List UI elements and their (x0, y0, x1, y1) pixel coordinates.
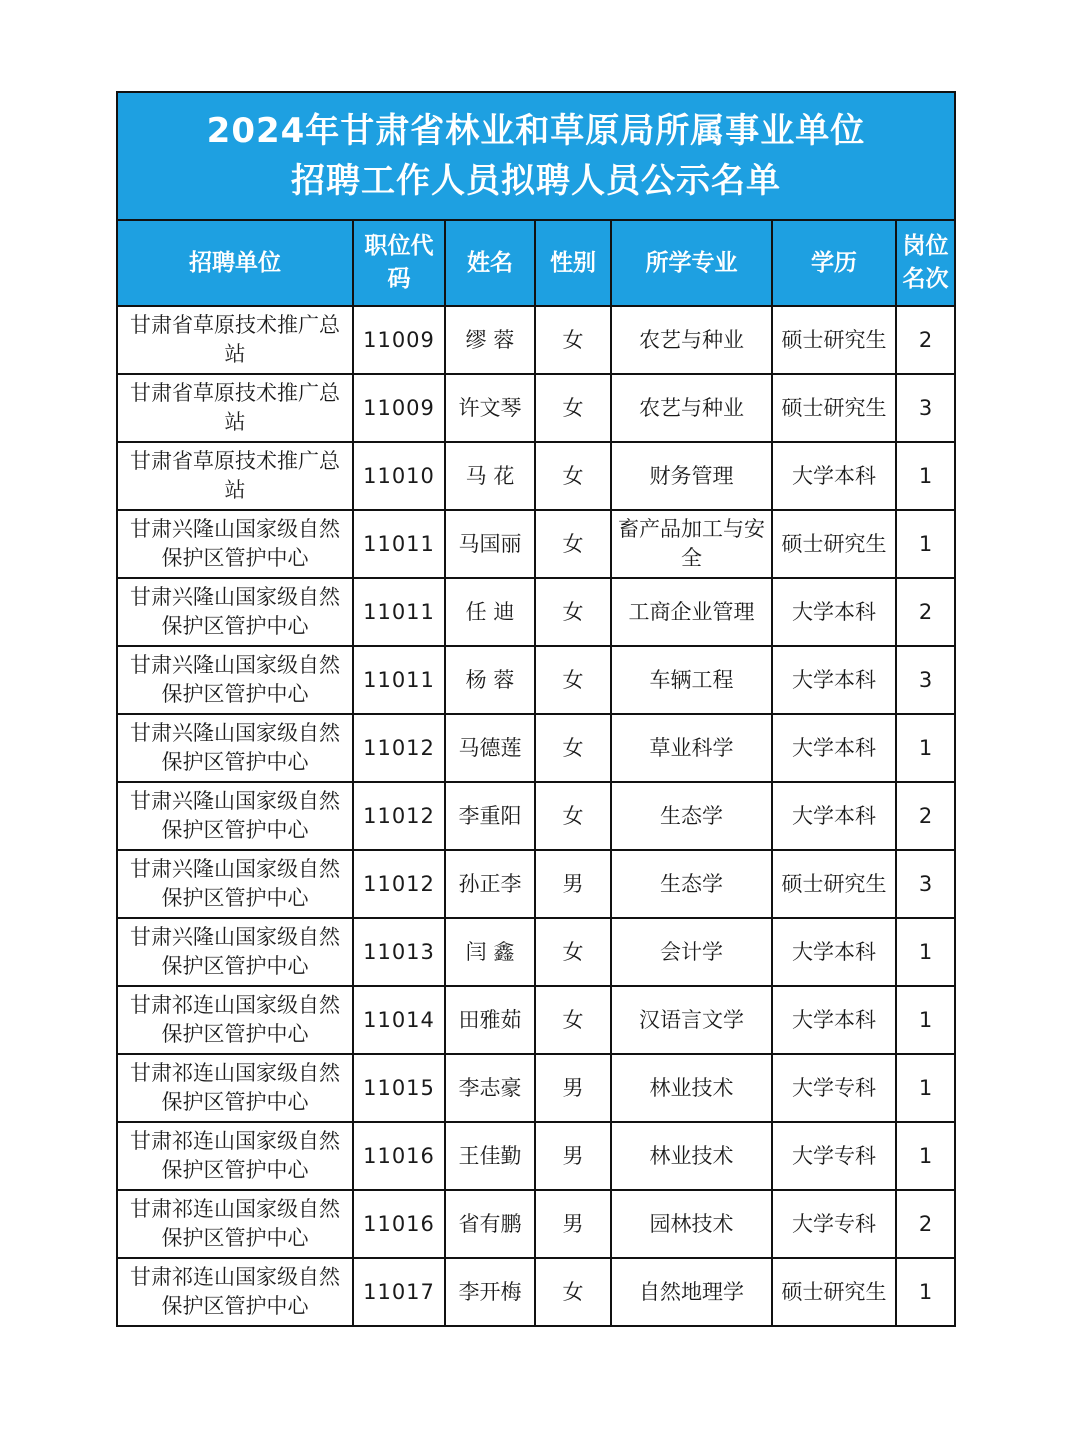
cell-degree: 硕士研究生 (772, 1258, 896, 1325)
cell-rank: 1 (896, 1122, 954, 1190)
header-name: 姓名 (445, 221, 535, 306)
cell-code: 11010 (353, 442, 445, 510)
table-row (118, 646, 954, 714)
cell-rank: 1 (896, 1258, 954, 1325)
cell-name: 王佳勤 (445, 1122, 535, 1190)
cell-gender: 女 (535, 714, 611, 782)
hiring-list-table (118, 221, 954, 1325)
cell-major: 生态学 (611, 782, 772, 850)
cell-degree: 大学本科 (772, 986, 896, 1054)
cell-code: 11014 (353, 986, 445, 1054)
header-major: 所学专业 (611, 221, 772, 306)
cell-major: 财务管理 (611, 442, 772, 510)
cell-name: 马德莲 (445, 714, 535, 782)
cell-degree: 大学专科 (772, 1190, 896, 1258)
cell-gender: 女 (535, 578, 611, 646)
cell-code: 11012 (353, 782, 445, 850)
title-line-2: 招聘工作人员拟聘人员公示名单 (291, 161, 781, 201)
header-row (118, 221, 954, 306)
cell-rank: 3 (896, 850, 954, 918)
cell-name: 马 花 (445, 442, 535, 510)
cell-degree: 大学本科 (772, 442, 896, 510)
table-row (118, 850, 954, 918)
cell-rank: 1 (896, 1054, 954, 1122)
cell-rank: 2 (896, 1190, 954, 1258)
cell-unit: 甘肃祁连山国家级自然保护区管护中心 (118, 1190, 353, 1258)
cell-major: 会计学 (611, 918, 772, 986)
cell-code: 11012 (353, 714, 445, 782)
cell-major: 车辆工程 (611, 646, 772, 714)
cell-code: 11013 (353, 918, 445, 986)
table-row (118, 442, 954, 510)
cell-name: 杨 蓉 (445, 646, 535, 714)
cell-unit: 甘肃兴隆山国家级自然保护区管护中心 (118, 918, 353, 986)
header-unit: 招聘单位 (118, 221, 353, 306)
cell-rank: 1 (896, 510, 954, 578)
cell-rank: 1 (896, 714, 954, 782)
table-row (118, 374, 954, 442)
header-gender: 性别 (535, 221, 611, 306)
table-row (118, 306, 954, 374)
cell-degree: 硕士研究生 (772, 306, 896, 374)
table-row (118, 714, 954, 782)
cell-gender: 女 (535, 442, 611, 510)
cell-name: 李重阳 (445, 782, 535, 850)
table-row (118, 1054, 954, 1122)
cell-unit: 甘肃祁连山国家级自然保护区管护中心 (118, 986, 353, 1054)
table-body (118, 306, 954, 1325)
cell-code: 11009 (353, 374, 445, 442)
cell-major: 林业技术 (611, 1054, 772, 1122)
cell-major: 畜产品加工与安全 (611, 510, 772, 578)
cell-gender: 男 (535, 850, 611, 918)
cell-degree: 大学本科 (772, 578, 896, 646)
cell-major: 自然地理学 (611, 1258, 772, 1325)
table-row (118, 510, 954, 578)
cell-gender: 男 (535, 1122, 611, 1190)
cell-gender: 女 (535, 918, 611, 986)
cell-code: 11011 (353, 646, 445, 714)
cell-name: 缪 蓉 (445, 306, 535, 374)
cell-rank: 2 (896, 782, 954, 850)
table-row (118, 1258, 954, 1325)
cell-major: 汉语言文学 (611, 986, 772, 1054)
cell-name: 马国丽 (445, 510, 535, 578)
cell-major: 农艺与种业 (611, 306, 772, 374)
cell-gender: 女 (535, 1258, 611, 1325)
cell-degree: 大学本科 (772, 646, 896, 714)
cell-unit: 甘肃兴隆山国家级自然保护区管护中心 (118, 782, 353, 850)
cell-unit: 甘肃祁连山国家级自然保护区管护中心 (118, 1258, 353, 1325)
cell-code: 11016 (353, 1122, 445, 1190)
cell-major: 生态学 (611, 850, 772, 918)
cell-gender: 女 (535, 646, 611, 714)
cell-major: 农艺与种业 (611, 374, 772, 442)
cell-unit: 甘肃兴隆山国家级自然保护区管护中心 (118, 646, 353, 714)
cell-gender: 男 (535, 1190, 611, 1258)
table-row (118, 578, 954, 646)
table-row (118, 1122, 954, 1190)
cell-name: 孙正李 (445, 850, 535, 918)
cell-degree: 大学本科 (772, 918, 896, 986)
cell-gender: 女 (535, 510, 611, 578)
cell-name: 田雅茹 (445, 986, 535, 1054)
cell-gender: 男 (535, 1054, 611, 1122)
cell-degree: 大学专科 (772, 1122, 896, 1190)
cell-name: 闫 鑫 (445, 918, 535, 986)
cell-degree: 大学专科 (772, 1054, 896, 1122)
cell-unit: 甘肃祁连山国家级自然保护区管护中心 (118, 1122, 353, 1190)
cell-degree: 硕士研究生 (772, 374, 896, 442)
cell-unit: 甘肃兴隆山国家级自然保护区管护中心 (118, 850, 353, 918)
cell-name: 省有鹏 (445, 1190, 535, 1258)
cell-gender: 女 (535, 306, 611, 374)
cell-code: 11017 (353, 1258, 445, 1325)
cell-code: 11011 (353, 578, 445, 646)
cell-gender: 女 (535, 986, 611, 1054)
announcement-table-container (116, 91, 956, 1327)
table-row (118, 918, 954, 986)
cell-name: 任 迪 (445, 578, 535, 646)
cell-major: 林业技术 (611, 1122, 772, 1190)
cell-gender: 女 (535, 374, 611, 442)
cell-unit: 甘肃兴隆山国家级自然保护区管护中心 (118, 510, 353, 578)
cell-name: 许文琴 (445, 374, 535, 442)
cell-rank: 1 (896, 986, 954, 1054)
header-code: 职位代码 (353, 221, 445, 306)
cell-unit: 甘肃兴隆山国家级自然保护区管护中心 (118, 714, 353, 782)
cell-major: 草业科学 (611, 714, 772, 782)
title-line-1: 2024年甘肃省林业和草原局所属事业单位 (206, 111, 866, 151)
cell-degree: 硕士研究生 (772, 510, 896, 578)
cell-degree: 大学本科 (772, 782, 896, 850)
cell-gender: 女 (535, 782, 611, 850)
cell-major: 工商企业管理 (611, 578, 772, 646)
cell-degree: 硕士研究生 (772, 850, 896, 918)
cell-rank: 3 (896, 374, 954, 442)
cell-rank: 3 (896, 646, 954, 714)
cell-code: 11015 (353, 1054, 445, 1122)
table-row (118, 1190, 954, 1258)
header-rank: 岗位名次 (896, 221, 954, 306)
cell-degree: 大学本科 (772, 714, 896, 782)
cell-unit: 甘肃兴隆山国家级自然保护区管护中心 (118, 578, 353, 646)
cell-rank: 2 (896, 306, 954, 374)
cell-name: 李志豪 (445, 1054, 535, 1122)
cell-rank: 2 (896, 578, 954, 646)
cell-unit: 甘肃祁连山国家级自然保护区管护中心 (118, 1054, 353, 1122)
cell-name: 李开梅 (445, 1258, 535, 1325)
cell-code: 11012 (353, 850, 445, 918)
cell-major: 园林技术 (611, 1190, 772, 1258)
header-degree: 学历 (772, 221, 896, 306)
cell-code: 11011 (353, 510, 445, 578)
cell-code: 11016 (353, 1190, 445, 1258)
cell-rank: 1 (896, 918, 954, 986)
cell-unit: 甘肃省草原技术推广总站 (118, 374, 353, 442)
cell-rank: 1 (896, 442, 954, 510)
cell-unit: 甘肃省草原技术推广总站 (118, 306, 353, 374)
table-row (118, 782, 954, 850)
cell-code: 11009 (353, 306, 445, 374)
cell-unit: 甘肃省草原技术推广总站 (118, 442, 353, 510)
table-row (118, 986, 954, 1054)
title-banner (118, 93, 954, 221)
